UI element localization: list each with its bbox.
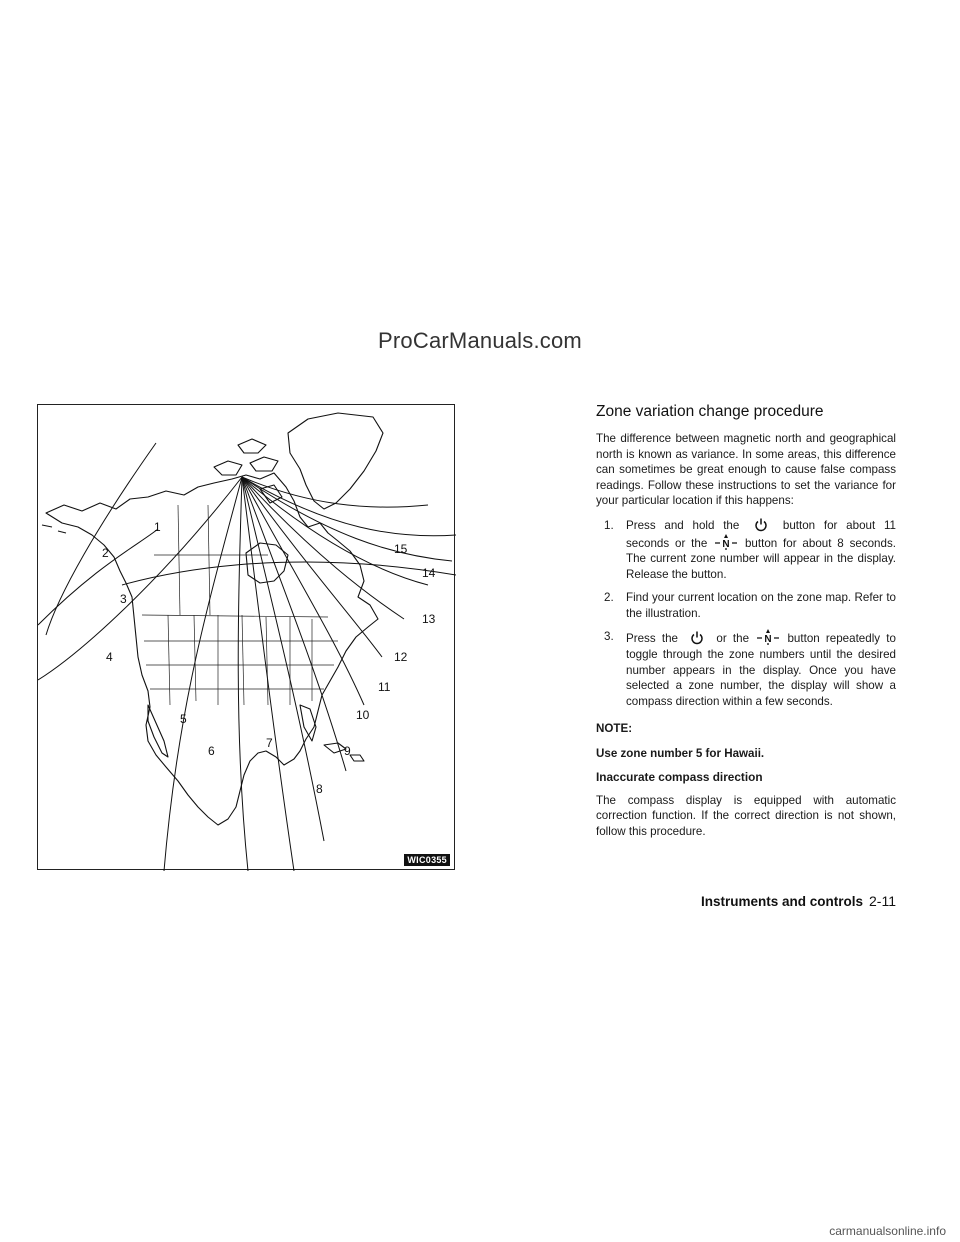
power-icon [748,518,774,534]
note-label: NOTE: [596,722,633,735]
subheading: Inaccurate compass direction [596,770,763,784]
svg-text:N: N [722,538,730,550]
step-2 [596,590,896,621]
zone-label-10: 10 [356,708,370,722]
zone-label-11: 11 [378,680,391,694]
zone-label-13: 13 [422,612,436,626]
page-number: 2-11 [869,893,896,909]
step-text: Press the [626,632,678,645]
intro-paragraph: The difference between magnetic north and geographical north is known as variance. In some areas, this difference can sometimes be great enough to cause false compass readings. Follow these instructions to set the variance for your particular location if this happens: [596,432,896,507]
zone-label-2: 2 [102,546,109,560]
zone-label-8: 8 [316,782,323,796]
zone-label-6: 6 [208,744,215,758]
zone-label-4: 4 [106,650,113,664]
watermark-carmanualsonline: carmanualsonline.info [829,1224,946,1238]
watermark-procarmanuals: ProCarManuals.com [378,328,582,353]
page-footer [676,893,896,909]
zone-label-14: 14 [422,566,436,580]
step-number: 3. [604,630,614,643]
compass-n-icon [713,534,739,550]
step-1 [596,518,896,583]
power-icon [684,631,710,647]
step-text: or the [716,632,750,645]
step-text: Find your current location on the zone map. Refer to the illustration. [626,591,896,620]
continent-outline [46,473,378,825]
zone-label-9: 9 [344,744,351,758]
zone-label-7: 7 [266,736,273,750]
step-text: button for about 11 seconds or the [626,518,896,550]
step-3 [596,629,896,709]
zone-label-12: 12 [394,650,408,664]
compass-n-icon [755,629,781,645]
zone-label-15: 15 [394,542,408,556]
zone-map [38,405,456,871]
step-text: Press and hold the [626,518,740,532]
zone-label-1: 1 [154,520,161,534]
figure-code: WIC0355 [404,854,450,866]
step-number: 1. [604,518,614,532]
svg-text:N: N [764,634,772,645]
text-column [596,403,896,848]
zone-label-5: 5 [180,712,187,726]
section-title: Zone variation change procedure [596,403,824,420]
footer-section: Instruments and controls [700,894,864,909]
zone-label-3: 3 [120,592,127,606]
steps-list [596,518,896,710]
zone-map-figure [37,404,455,870]
greenland-outline [288,413,383,509]
step-text: button for about 8 seconds. The current zone number will appear in the display. Release the button. [626,536,896,581]
step-text: button repeatedly to toggle through the zone numbers until the desired number appears in the display. Once you have selected a zone number, the display will show a compass direction within a few seconds. [626,632,896,708]
note-text: Use zone number 5 for Hawaii. [596,746,765,760]
baja-outline [148,705,168,757]
step-number: 2. [604,591,614,604]
sub-paragraph: The compass display is equipped with automatic correction function. If the correct direction is not shown, follow this procedure. [596,793,896,838]
